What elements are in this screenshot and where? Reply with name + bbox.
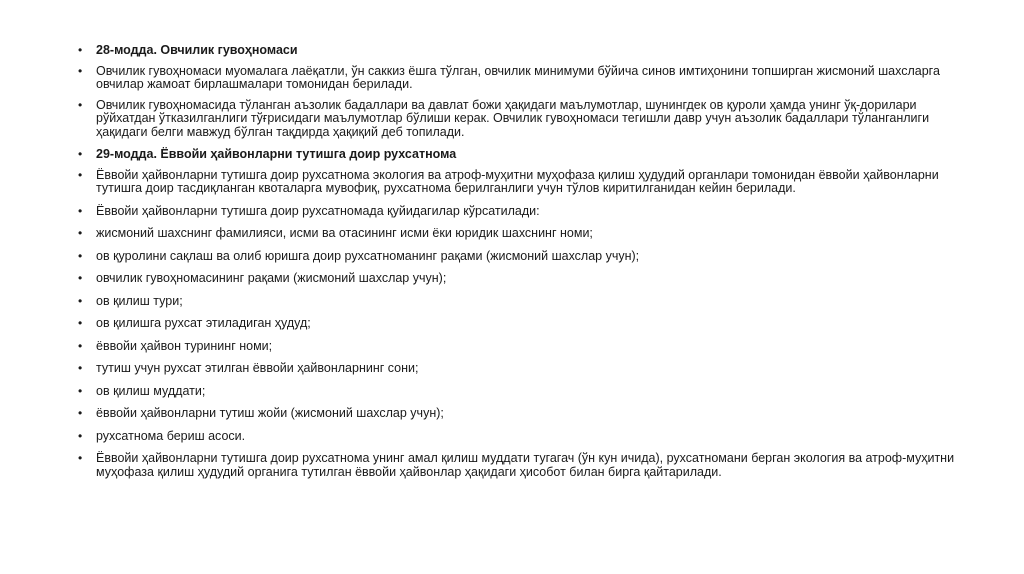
bullet-icon: • xyxy=(78,248,83,263)
list-item-article-29-heading xyxy=(78,148,978,162)
list-item xyxy=(78,407,978,421)
bullet-icon: • xyxy=(78,203,83,218)
bullet-icon: • xyxy=(78,406,83,420)
list-item xyxy=(78,430,978,444)
bullet-icon: • xyxy=(78,451,83,465)
list-item xyxy=(78,452,978,479)
bullet-icon: • xyxy=(78,63,83,78)
bullet-icon: • xyxy=(78,428,83,443)
list-item xyxy=(78,169,978,196)
bullet-icon: • xyxy=(78,97,83,112)
bullet-icon: • xyxy=(78,316,83,330)
bullet-list xyxy=(78,44,978,486)
list-item-text: Ёввойи ҳайвонларни тутишга доир рухсатнома экология ва атроф-муҳитни муҳофаза қилиш ҳудудий органлари томонидан ёввойи ҳайвонларни тутишга доир тасдиқланган квоталарга мувофиқ, рухсатнома берилганлиги учун тўлов киритилганидан кейин берилади. xyxy=(96,167,939,195)
list-item xyxy=(78,317,978,331)
list-item-text: ёввойи ҳайвон турининг номи; xyxy=(96,338,273,353)
list-item-text: жисмоний шахснинг фамилияси, исми ва отасининг исми ёки юридик шахснинг номи; xyxy=(96,226,593,240)
list-item-text: Овчилик гувоҳномасида тўланган аъзолик бадаллари ва давлат божи ҳақидаги маълумотлар, шунингдек ов қуроли ҳамда унинг ўқ-дорилари рўйхатдан ўтказилганлиги тўғрисидаги маълумотлар бўлиши керак. Овчилик гувоҳномаси тегишли давр учун аъзолик бадаллари тўланганлиги ҳақидаги белги мавжуд бўлган тақдирда ҳақиқий деб топилади. xyxy=(96,97,930,139)
bullet-icon: • xyxy=(78,383,83,398)
bullet-icon: • xyxy=(78,226,83,240)
list-item-text: ов қуролини сақлаш ва олиб юришга доир рухсатноманинг рақами (жисмоний шахслар учун); xyxy=(96,248,640,263)
list-item-text: ёввойи ҳайвонларни тутиш жойи (жисмоний шахслар учун); xyxy=(96,406,444,420)
bullet-icon: • xyxy=(78,147,83,161)
list-item-text: рухсатнома бериш асоси. xyxy=(96,428,246,443)
list-item-text: ов қилиш тури; xyxy=(96,293,183,308)
list-item xyxy=(78,295,978,309)
list-item-text: тутиш учун рухсат этилган ёввойи ҳайвонларнинг сони; xyxy=(96,361,419,375)
bullet-icon: • xyxy=(78,293,83,308)
list-item-text: Ёввойи ҳайвонларни тутишга доир рухсатнома унинг амал қилиш муддати тугагач (ўн кун ичида), рухсатномани берган экология ва атроф-муҳитни муҳофаза қилиш ҳудудий органига тутилган ёввойи ҳайвонлар ҳақидаги ҳисобот билан бирга қайтарилади. xyxy=(96,451,955,479)
bullet-icon: • xyxy=(78,271,83,285)
list-item xyxy=(78,272,978,286)
list-item xyxy=(78,227,978,241)
list-item-text: ов қилишга рухсат этиладиган ҳудуд; xyxy=(96,316,311,330)
bullet-icon: • xyxy=(78,167,83,182)
list-item xyxy=(78,362,978,376)
bullet-icon: • xyxy=(78,43,83,57)
list-item xyxy=(78,65,978,92)
list-item-text: Овчилик гувоҳномаси муомалага лаёқатли, ўн саккиз ёшга тўлган, овчилик минимуми бўйича синов имтиҳонини топширган жисмоний шахсларга овчилар жамоат бирлашмалари томонидан берилади. xyxy=(96,63,940,91)
list-item-article-28-heading xyxy=(78,44,978,58)
list-item-text: 29-модда. Ёввойи ҳайвонларни тутишга доир рухсатнома xyxy=(96,147,457,161)
list-item-text: Ёввойи ҳайвонларни тутишга доир рухсатномада қуйидагилар кўрсатилади: xyxy=(96,203,540,218)
list-item xyxy=(78,250,978,264)
list-item-text: 28-модда. Овчилик гувоҳномаси xyxy=(96,43,298,57)
list-item xyxy=(78,385,978,399)
list-item-text: овчилик гувоҳномасининг рақами (жисмоний шахслар учун); xyxy=(96,271,447,285)
list-item xyxy=(78,205,978,219)
bullet-icon: • xyxy=(78,361,83,375)
list-item-text: ов қилиш муддати; xyxy=(96,383,206,398)
list-item xyxy=(78,99,978,140)
bullet-icon: • xyxy=(78,338,83,353)
list-item xyxy=(78,340,978,354)
